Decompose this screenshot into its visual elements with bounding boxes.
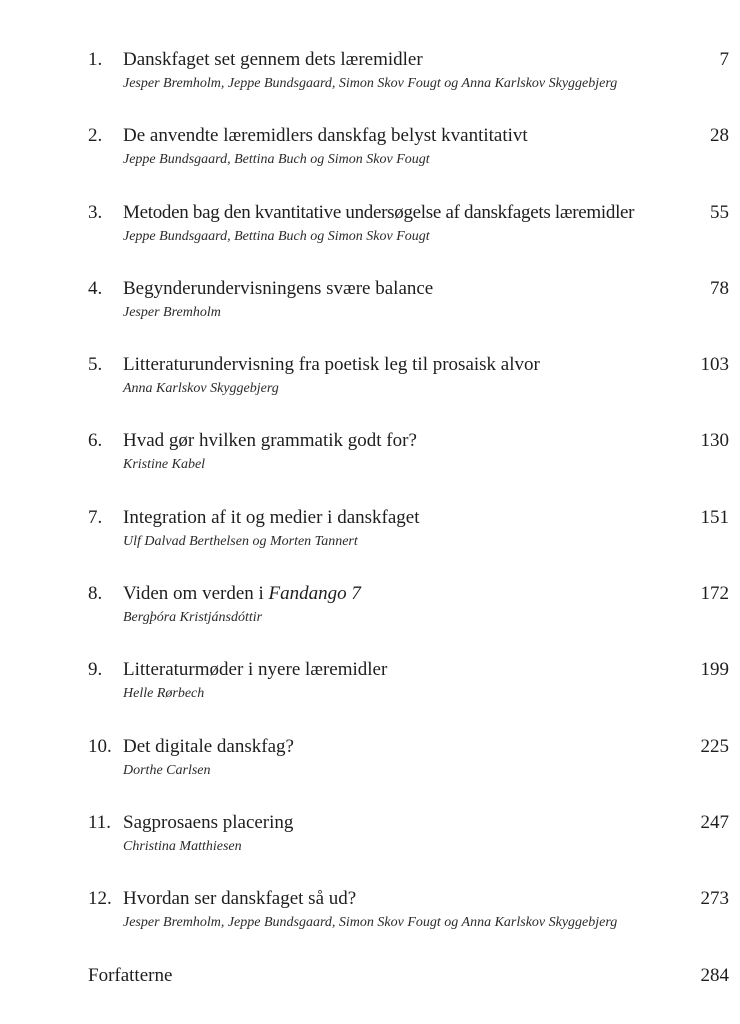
chapter-number: 6. [88, 430, 103, 451]
page-number: 103 [700, 354, 729, 375]
toc-entry[interactable] [0, 201, 740, 261]
chapter-title: Danskfaget set gennem dets læremidler [123, 49, 423, 70]
chapter-number: 7. [88, 507, 103, 528]
chapter-authors: Jesper Bremholm [123, 305, 221, 320]
chapter-number: 10. [88, 736, 112, 757]
page-number: 273 [700, 888, 729, 909]
chapter-authors: Anna Karlskov Skyggebjerg [123, 381, 279, 396]
toc-entry[interactable] [0, 735, 740, 795]
chapter-authors: Bergþóra Kristjánsdóttir [123, 610, 263, 625]
chapter-authors: Dorthe Carlsen [123, 763, 211, 778]
chapter-number: 11. [88, 812, 112, 833]
chapter-title: Litteraturundervisning fra poetisk leg til prosaisk alvor [123, 354, 540, 375]
chapter-title: Begynderundervisningens svære balance [123, 278, 434, 299]
page-number: 199 [700, 659, 729, 680]
chapter-title: Viden om verden i Fandango 7 [123, 583, 361, 604]
chapter-number: 5. [88, 354, 103, 375]
chapter-title: Integration af it og medier i danskfaget [123, 507, 420, 528]
chapter-authors: Helle Rørbech [123, 686, 205, 701]
chapter-authors: Jeppe Bundsgaard, Bettina Buch og Simon Skov Fougt [123, 229, 430, 244]
chapter-title: Litteraturmøder i nyere læremidler [123, 659, 388, 680]
chapter-authors: Jesper Bremholm, Jeppe Bundsgaard, Simon Skov Fougt og Anna Karlskov Skyggebjerg [123, 76, 618, 91]
chapter-authors: Jeppe Bundsgaard, Bettina Buch og Simon Skov Fougt [123, 152, 430, 167]
chapter-title: Hvordan ser danskfaget så ud? [123, 888, 357, 909]
toc-entry[interactable] [0, 506, 740, 566]
toc-entry[interactable] [0, 811, 740, 871]
chapter-authors: Ulf Dalvad Berthelsen og Morten Tannert [123, 534, 358, 549]
chapter-number: 3. [88, 202, 103, 223]
chapter-authors: Jesper Bremholm, Jeppe Bundsgaard, Simon Skov Fougt og Anna Karlskov Skyggebjerg [123, 915, 618, 930]
toc-entry[interactable] [0, 48, 740, 108]
page-number: 130 [700, 430, 729, 451]
chapter-number: 4. [88, 278, 103, 299]
chapter-title: De anvendte læremidlers danskfag belyst kvantitativt [123, 125, 528, 146]
page-number: 172 [700, 583, 729, 604]
toc-entry[interactable] [0, 353, 740, 413]
chapter-authors: Kristine Kabel [123, 457, 206, 472]
chapter-number: 12. [88, 888, 112, 909]
page-number: 247 [700, 812, 729, 833]
chapter-title: Sagprosaens placering [123, 812, 294, 833]
toc-entry[interactable] [0, 658, 740, 718]
chapter-number: 2. [88, 125, 103, 146]
chapter-number: 8. [88, 583, 103, 604]
final-section-title: Forfatterne [88, 965, 173, 986]
chapter-title: Hvad gør hvilken grammatik godt for? [123, 430, 417, 451]
chapter-number: 1. [88, 49, 103, 70]
toc-entry[interactable] [0, 124, 740, 184]
page-number: 151 [700, 507, 729, 528]
toc-entry[interactable] [0, 582, 740, 642]
page-number: 225 [700, 736, 729, 757]
toc-entry[interactable] [0, 887, 740, 947]
page-number: 28 [710, 125, 729, 146]
chapter-title: Det digitale danskfag? [123, 736, 294, 757]
chapter-authors: Christina Matthiesen [123, 839, 242, 854]
chapter-number: 9. [88, 659, 103, 680]
toc-entry[interactable] [0, 429, 740, 489]
page-number: 284 [700, 965, 729, 986]
page-number: 55 [710, 202, 729, 223]
page-number: 78 [710, 278, 729, 299]
page-number: 7 [719, 49, 729, 70]
toc-entry[interactable] [0, 277, 740, 337]
chapter-title: Metoden bag den kvantitative undersøgelse af danskfagets læremidler [123, 202, 635, 223]
toc-entry-authors-list[interactable] [0, 964, 740, 1024]
